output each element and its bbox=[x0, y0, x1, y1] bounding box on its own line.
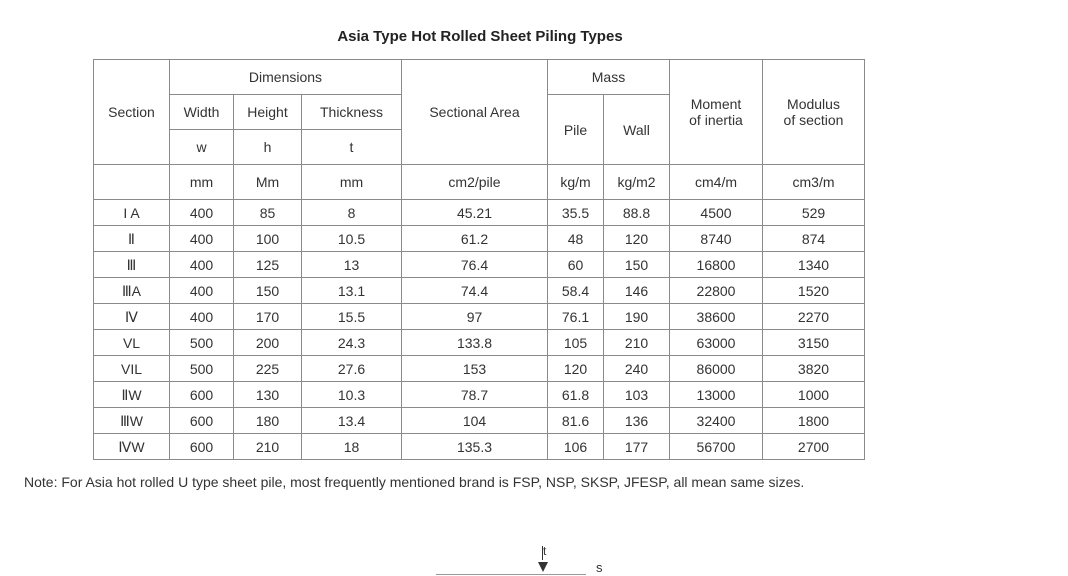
header-width-symbol: w bbox=[170, 130, 234, 165]
table-row bbox=[94, 304, 865, 330]
table-cell: 135.3 bbox=[402, 434, 548, 460]
header-pile: Pile bbox=[548, 95, 604, 165]
table-cell: 2270 bbox=[763, 304, 865, 330]
table-row bbox=[94, 382, 865, 408]
table-cell: 60 bbox=[548, 252, 604, 278]
unit-cell: cm3/m bbox=[763, 165, 865, 200]
table-cell: 153 bbox=[402, 356, 548, 382]
table-cell: 61.2 bbox=[402, 226, 548, 252]
sheet-pile-table bbox=[93, 59, 865, 460]
section-cell: ⅡW bbox=[94, 382, 170, 408]
table-cell: 103 bbox=[604, 382, 670, 408]
table-cell: 16800 bbox=[670, 252, 763, 278]
table-cell: 225 bbox=[234, 356, 302, 382]
table-row bbox=[94, 356, 865, 382]
table-row bbox=[94, 200, 865, 226]
table-cell: 13.1 bbox=[302, 278, 402, 304]
diagram-s-label: s bbox=[596, 560, 603, 575]
section-cell: ⅣW bbox=[94, 434, 170, 460]
table-cell: 1340 bbox=[763, 252, 865, 278]
table-cell: 22800 bbox=[670, 278, 763, 304]
table-cell: 874 bbox=[763, 226, 865, 252]
baseline bbox=[436, 574, 586, 575]
table-cell: 500 bbox=[170, 356, 234, 382]
table-cell: 35.5 bbox=[548, 200, 604, 226]
section-cell: ⅢA bbox=[94, 278, 170, 304]
unit-cell: mm bbox=[170, 165, 234, 200]
unit-cell: kg/m bbox=[548, 165, 604, 200]
table-cell: 32400 bbox=[670, 408, 763, 434]
table-cell: 38600 bbox=[670, 304, 763, 330]
table-cell: 200 bbox=[234, 330, 302, 356]
table-row bbox=[94, 226, 865, 252]
table-cell: 63000 bbox=[670, 330, 763, 356]
table-cell: 58.4 bbox=[548, 278, 604, 304]
unit-cell: Mm bbox=[234, 165, 302, 200]
modulus-line-1: Modulus bbox=[787, 96, 840, 112]
table-cell: 45.21 bbox=[402, 200, 548, 226]
header-height: Height bbox=[234, 95, 302, 130]
table-cell: 8 bbox=[302, 200, 402, 226]
table-cell: 48 bbox=[548, 226, 604, 252]
table-cell: 1520 bbox=[763, 278, 865, 304]
table-cell: 400 bbox=[170, 200, 234, 226]
table-cell: 74.4 bbox=[402, 278, 548, 304]
header-modulus-of-section bbox=[763, 60, 865, 165]
header-moment-of-inertia bbox=[670, 60, 763, 165]
table-cell: 400 bbox=[170, 226, 234, 252]
table-cell: 97 bbox=[402, 304, 548, 330]
table-cell: 177 bbox=[604, 434, 670, 460]
footnote: Note: For Asia hot rolled U type sheet pile, most frequently mentioned brand is FSP, NSP, SKSP, JFESP, all mean same sizes. bbox=[24, 474, 805, 490]
table-cell: 8740 bbox=[670, 226, 763, 252]
table-cell: 600 bbox=[170, 434, 234, 460]
table-cell: 600 bbox=[170, 408, 234, 434]
table-cell: 13 bbox=[302, 252, 402, 278]
header-height-symbol: h bbox=[234, 130, 302, 165]
table-cell: 130 bbox=[234, 382, 302, 408]
header-section: Section bbox=[94, 60, 170, 165]
table-cell: 150 bbox=[234, 278, 302, 304]
table-cell: 120 bbox=[548, 356, 604, 382]
units-row bbox=[94, 165, 865, 200]
table-cell: 18 bbox=[302, 434, 402, 460]
section-diagram bbox=[430, 540, 630, 576]
page-title: Asia Type Hot Rolled Sheet Piling Types bbox=[337, 28, 623, 45]
section-cell: VL bbox=[94, 330, 170, 356]
header-thickness-symbol: t bbox=[302, 130, 402, 165]
table-cell: 150 bbox=[604, 252, 670, 278]
table-row bbox=[94, 434, 865, 460]
table-cell: 120 bbox=[604, 226, 670, 252]
table-cell: 104 bbox=[402, 408, 548, 434]
table-cell: 76.4 bbox=[402, 252, 548, 278]
table-cell: 106 bbox=[548, 434, 604, 460]
header-mass: Mass bbox=[548, 60, 670, 95]
table-cell: 400 bbox=[170, 304, 234, 330]
table-cell: 210 bbox=[604, 330, 670, 356]
table-cell: 170 bbox=[234, 304, 302, 330]
table-cell: 1000 bbox=[763, 382, 865, 408]
header-dimensions: Dimensions bbox=[170, 60, 402, 95]
modulus-line-2: of section bbox=[783, 112, 844, 128]
table-cell: 600 bbox=[170, 382, 234, 408]
table-cell: 210 bbox=[234, 434, 302, 460]
table-cell: 88.8 bbox=[604, 200, 670, 226]
table-cell: 2700 bbox=[763, 434, 865, 460]
table-cell: 529 bbox=[763, 200, 865, 226]
table-row bbox=[94, 278, 865, 304]
table-cell: 3150 bbox=[763, 330, 865, 356]
section-cell: Ⅳ bbox=[94, 304, 170, 330]
header-sectional-area: Sectional Area bbox=[402, 60, 548, 165]
table-cell: 4500 bbox=[670, 200, 763, 226]
down-arrow-icon bbox=[538, 562, 548, 572]
table-cell: 24.3 bbox=[302, 330, 402, 356]
table-cell: 400 bbox=[170, 278, 234, 304]
table-cell: 56700 bbox=[670, 434, 763, 460]
section-cell: ⅢW bbox=[94, 408, 170, 434]
table-cell: 500 bbox=[170, 330, 234, 356]
thickness-tick bbox=[542, 546, 543, 560]
table-cell: 15.5 bbox=[302, 304, 402, 330]
section-cell: Ⅱ bbox=[94, 226, 170, 252]
unit-cell: kg/m2 bbox=[604, 165, 670, 200]
table-cell: 3820 bbox=[763, 356, 865, 382]
section-cell: I A bbox=[94, 200, 170, 226]
table-cell: 86000 bbox=[670, 356, 763, 382]
table-cell: 10.3 bbox=[302, 382, 402, 408]
table-cell: 13000 bbox=[670, 382, 763, 408]
table-cell: 105 bbox=[548, 330, 604, 356]
table-cell: 180 bbox=[234, 408, 302, 434]
table-cell: 81.6 bbox=[548, 408, 604, 434]
diagram-t-label: t bbox=[543, 544, 547, 558]
table-cell: 400 bbox=[170, 252, 234, 278]
table-cell: 10.5 bbox=[302, 226, 402, 252]
header-thickness: Thickness bbox=[302, 95, 402, 130]
table-cell: 136 bbox=[604, 408, 670, 434]
table-cell: 85 bbox=[234, 200, 302, 226]
table-row bbox=[94, 330, 865, 356]
section-cell: Ⅲ bbox=[94, 252, 170, 278]
units-blank bbox=[94, 165, 170, 200]
moment-line-1: Moment bbox=[690, 96, 742, 112]
unit-cell: cm2/pile bbox=[402, 165, 548, 200]
table-cell: 27.6 bbox=[302, 356, 402, 382]
table-cell: 125 bbox=[234, 252, 302, 278]
table-row bbox=[94, 252, 865, 278]
moment-line-2: of inertia bbox=[689, 112, 743, 128]
section-cell: VIL bbox=[94, 356, 170, 382]
table-cell: 61.8 bbox=[548, 382, 604, 408]
unit-cell: cm4/m bbox=[670, 165, 763, 200]
table-cell: 1800 bbox=[763, 408, 865, 434]
unit-cell: mm bbox=[302, 165, 402, 200]
header-width: Width bbox=[170, 95, 234, 130]
table-cell: 76.1 bbox=[548, 304, 604, 330]
table-cell: 146 bbox=[604, 278, 670, 304]
table-cell: 190 bbox=[604, 304, 670, 330]
table-row bbox=[94, 408, 865, 434]
table-cell: 78.7 bbox=[402, 382, 548, 408]
table-cell: 13.4 bbox=[302, 408, 402, 434]
header-wall: Wall bbox=[604, 95, 670, 165]
table-cell: 240 bbox=[604, 356, 670, 382]
table-cell: 133.8 bbox=[402, 330, 548, 356]
table-cell: 100 bbox=[234, 226, 302, 252]
